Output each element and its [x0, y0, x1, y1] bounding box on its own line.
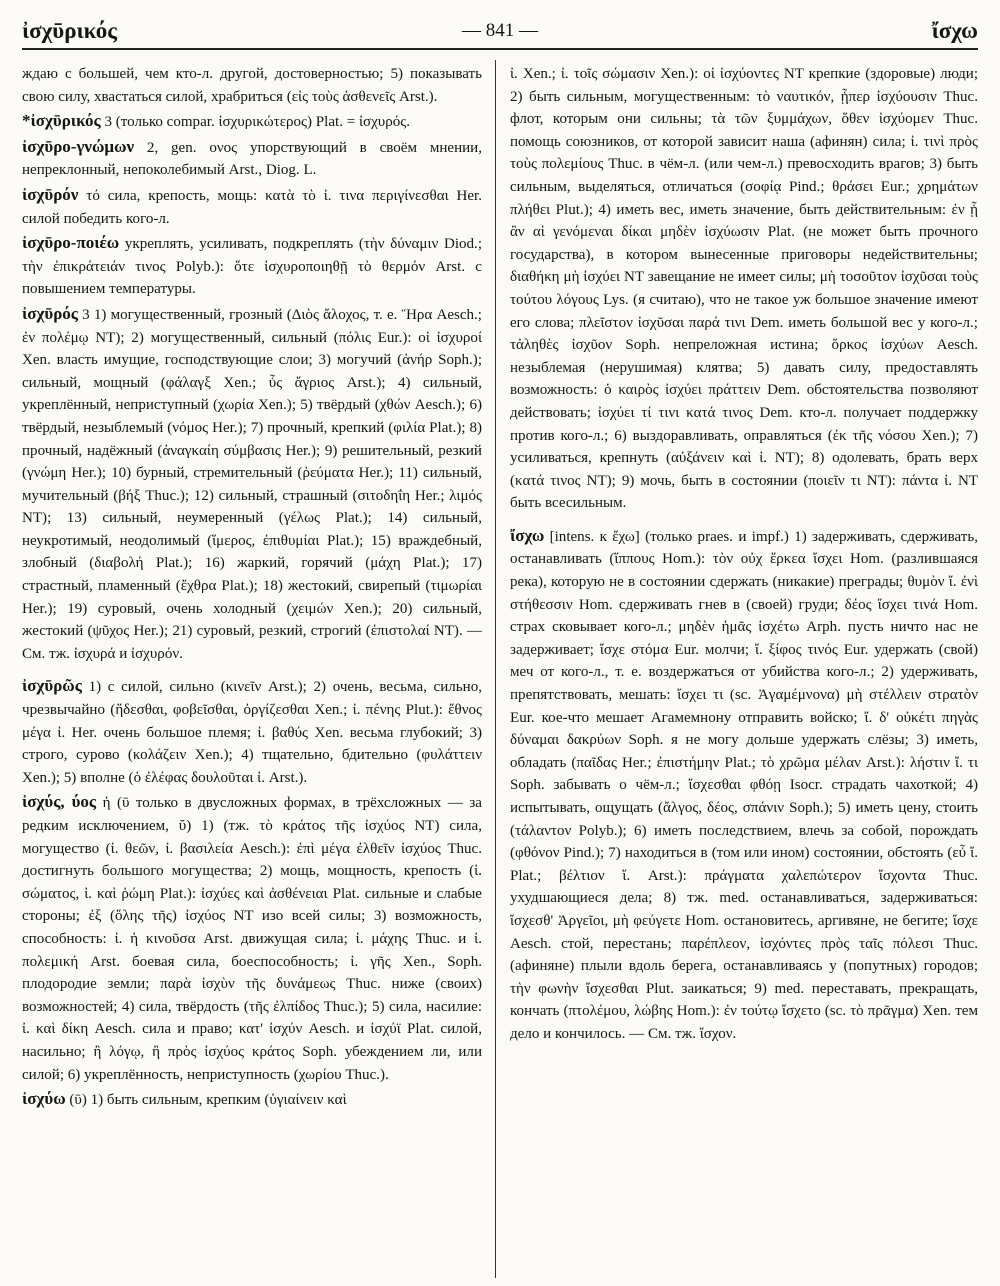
entry-text: укреплять, усиливать, подкреплять (τὴν δύναμιν Diod.; τὴν ἐπικράτειάν τινος Polyb.): ὅτε ἰσχυροποιηθῇ τὸ θερμόν Arst. с повышением температуры. [22, 236, 482, 298]
entry-headword: ἴσχω [510, 525, 545, 545]
entry-headword: ἰσχῡρόν [22, 184, 79, 204]
entry [22, 62, 482, 108]
entry-text: 1) с силой, сильно (κινεῖν Arst.); 2) очень, весьма, сильно, чрезвычайно (ἥδεσθαι, φοβεῖσθαι, ὀργίζεσθαι Xen.; ἰ. πένης Plut.): ἔθνος μέγα ἰ. Her. очень большое племя; ἰ. βαθύς Xen. весьма глубокий; 3) строго, сурово (κολάζειν Xen.); 4) тщательно, бдительно (φυλάττειν Xen.); 5) вполне (ὁ ἐλέφας δουλοῦται ἰ. Arst.). [22, 679, 482, 786]
entry [510, 525, 978, 1046]
entry [22, 232, 482, 301]
running-header [22, 10, 978, 50]
entry [22, 136, 482, 182]
entry-text: 2, gen. ονος упорствующий в своём мнении, непреклонный, непоколебимый Arst., Diog. L. [22, 139, 482, 179]
entry [22, 675, 482, 789]
entry-text: 3 1) могущественный, грозный (Διὸς ἄλοχος, т. е. Ἥρα Aesch.; ἐν πολέμῳ NT); 2) могущественный, сильный (πόλις Eur.): οἱ ἰσχυροί Xen. власть имущие, господствующие слои; 3) могучий (ἀνήρ Soph.); сильный, мощный (φάλαγξ Xen.; ὗς ἄγριος Arst.); 4) сильный, укреплённый, неприступный (χωρία Xen.); 5) твёрдый (χθών Aesch.); 6) твёрдый, незыблемый (νόμος Her.); 7) прочный, крепкий (φιλία Plat.); 8) прочный, надёжный (ἀναγκαίη σύμβασις Her.); 9) решительный, резкий (γνώμη Her.); 10) бурный, стремительный (ῥεύματα Her.); 11) сильный, мучительный (βήξ Thuc.); 12) сильный, страшный (σιτοδηΐη Her.; λιμός NT); 13) сильный, неумеренный (γέλως Plat.); 14) сильный, неукротимый, неодолимый (ἵμερος, ἐπιθυμίαι Plat.); 15) враждебный, злобный (διαβολή Plat.); 16) жаркий, горячий (μάχη Plat.); 17) страстный, пламенный (ἔχθρα Plat.); 18) жестокий, свирепый (τιμωρίαι Her.); 19) суровый, очень холодный (χειμών Xen.); 20) сильный, жестокий (ψῦχος Her.); 21) суровый, резкий, строгий (ἐπιστολαί NT). — См. тж. ἰσχυρά и ἰσχυρόν. [22, 306, 482, 662]
entry-text: (ῡ) 1) быть сильным, крепким (ὑγιαίνειν καὶ [69, 1092, 347, 1109]
entry [22, 110, 482, 134]
entry-headword: ἰσχῡρός [22, 303, 78, 323]
entry [22, 791, 482, 1086]
entry-text: ждаю с большей, чем кто-л. другой, достоверностью; 5) показывать свою силу, хвастаться силой, храбриться (εἰς τοὺς ἀσθενεῖς Arst.). [22, 66, 482, 105]
entry-headword: ἰσχῡρο-ποιέω [22, 233, 120, 253]
header-right-headword: ἴσχω [931, 18, 978, 43]
entry-text: 3 (только compar. ἰσχυρικώτερος) Plat. = ἰσχυρός. [104, 114, 411, 131]
entry-text: ἰ. Xen.; ἰ. τοῖς σώμασιν Xen.): οἱ ἰσχύοντες NT крепкие (здоровые) люди; 2) быть сильным, могущественным: τὸ ναυτικόν, ᾗπερ ἰσχύουσιν Thuc. флот, которым они сильны; τὰ τῶν ξυμμάχων, ὅθεν ἰσχύομεν Thuc. помощь союзников, от которой зависит наша (афинян) сила; ἰ. τινὶ πρὸς τοὺς πολεμίους Thuc. в чём-л. (или чем-л.) превосходить врагов; 3) быть сильным, выделяться, отличаться (σοφίᾳ Pind.; θράσει Eur.; χρημάτων πλήθει Plut.); 4) иметь вес, иметь значение, быть действительным: ἐν ᾗ ἂν αἱ γενόμεναι δίκαι μηδὲν ἰσχύωσιν Plat. (не может быть прочного государства), в котором вынесенные приговоры недействительны; διαθήκη μὴ ἰσχύει NT завещание не имеет силы; μὴ τοσοῦτον ἰσχῦσαι τοὺς τούτου λόγους Lys. (я считаю), что не такое уж большое значение имеют его слова; πλεῖστον ἰσχῦσαι παρά τινι Dem. иметь большой вес у кого-л.; τἀληθὲς ἰσχῦον Soph. непреложная истина; ὅρκος ἰσχύων Aesch. незыблемая (нерушимая) клятва; 5) давать силу, предоставлять возможность: ὁ καιρὸς ἰσχύει πράττειν Dem. обстоятельства позволяют действовать; ἰσχύει τί τινι κατά τινος Dem. кто-л. получает поддержку против кого-л.; 6) выздоравливать, оправляться (ἐκ τῆς νόσου Xen.); 7) усиливаться, крепнуть (αὐξάνειν καὶ ἰ. NT); 8) одолевать, брать верх (κατά τινος NT); 9) мочь, быть в состоянии (ποιεῖν τι NT): πάντα ἰ. NT быть всесильным. [510, 66, 978, 512]
entry [22, 303, 482, 666]
entry-headword: ἰσχῡρο-γνώμων [22, 136, 135, 156]
column-divider [495, 60, 496, 1278]
entry [22, 184, 482, 230]
left-column [22, 62, 482, 1278]
entry-headword: ἰσχῡρῶς [22, 676, 82, 696]
entry-headword: *ἰσχῡρικός [22, 111, 101, 131]
entry-headword: ἰσχύω [22, 1089, 66, 1109]
entry-headword: ἰσχύς, ύος [22, 792, 97, 812]
page-number: — 841 — [462, 20, 538, 41]
entry-text: ἡ (ῡ только в двусложных формах, в трёхсложных — за редким исключением, ῠ) 1) (тж. τὸ κράτος τῆς ἰσχύος NT) сила, могущество (ἰ. θεῶν, ἰ. βασιλεία Aesch.): ἐπὶ μέγα ἐλθεῖν ἰσχύος Thuc. достигнуть большого могущества; 2) мощь, мощность, крепость (ἰ. σώματος, ἰ. καὶ ῥώμη Plat.): ἰσχύες καὶ ἀσθένειαι Plat. сильные и слабые стороны; ἐξ (ὅλης τῆς) ἰσχύος NT изо всей силы; 3) возможность, способность: ἰ. ἡ κινοῦσα Arst. движущая сила; ἰ. μάχης Thuc. и ἰ. πολεμική Arst. боевая сила, боеспособность; ἰ. γῆς Xen., Soph. плодородие земли; παρὰ ἰσχὺν τῆς δυνάμεως Thuc. ниже (своих) возможностей; 4) сила, твёрдость (τῆς ἐλπίδος Thuc.); 5) сила, насилие: ἰ. καὶ δίκη Aesch. сила и право; κατ' ἰσχύν Aesch. и ἰσχύϊ Plat. силой, насильно; ἢ λόγῳ, ἢ πρὸς ἰσχύος κράτος Soph. убеждением ли, или силой; 6) укреплённость, неприступность (χωρίου Thuc.). [22, 795, 482, 1083]
entry-text: [intens. к ἔχω] (только praes. и impf.) 1) задерживать, сдерживать, останавливать (ἵππους Hom.): τὸν οὐχ ἕρκεα ἴσχει Hom. (разлившаяся река), которую не в состоянии сдержать (никакие) преграды; θυμὸν ἴ. ἐνὶ στήθεσσιν Hom. сдерживать гнев в (своей) груди; δέος ἴσχει τινά Hom. страх сковывает кого-л.; μηδὲν ἡμᾶς ἰσχέτω Arph. пусть ничто нас не задерживает; ἴσχε στόμα Eur. молчи; ἴ. ξίφος τινός Eur. удержать (свой) меч от кого-л., т. е. воздержаться от убийства кого-л.; 2) удерживать, препятствовать, мешать: ἴσχει τι (sc. Ἀγαμέμνονα) μὴ στέλλειν στρατὸν Eur. кое-что мешает Агамемнону отправить войско; ἴ. δ' οὐκέτι πηγὰς δύναμαι δακρύων Soph. я не могу дольше удержать слёзы; 3) иметь, обладать (παῖδας Her.; ἐπιστήμην Plat.; τὸ χρῶμα μέλαν Arst.): λήστιν ἴ. τι Soph. забывать о чём-л.; ἴσχεσθαι φθόῃ Isocr. страдать чахоткой; 4) испытывать, ощущать (ἄλγος, δέος, σπάνιν Soph.); 5) иметь цену, стоить (τάλαντον Polyb.); 6) иметь последствием, влечь за собой, порождать (φθόνον Pind.); 7) находиться в (том или ином) состоянии, обстоять (εὖ ἴ. Plat.; βέλτιον ἴ. Arst.): πράγματα χαλεπώτερον ἴσχοντα Thuc. ухудшающиеся дела; 8) тж. med. останавливаться, задерживаться: ἴσχεσθ' Ἀργεῖοι, μὴ φεύγετε Hom. остановитесь, аргивяне, не бегите; ἴσχε Aesch. стой, перестань; παρέπλεον, ἰσχόντες πρὸς ταῖς πόλεσι Thuc. (афиняне) плыли вдоль берега, останавливаясь у (попутных) городов; τὴν φωνὴν ἴσχεσθαι Plut. заикаться; 9) med. переставать, прекращать, кончать (πτολέμου, λώβης Hom.): ἐν τούτῳ ἴσχετο (sc. τὸ πρᾶγμα) Xen. тем дело и кончилось. — См. тж. ἴσχον. [510, 528, 978, 1042]
entry-text: τό сила, крепость, мощь: κατὰ τὸ ἰ. τινα περιγίνεσθαι Her. силой победить кого-л. [22, 187, 482, 227]
entry [510, 62, 978, 515]
header-left-headword: ἰσχῡρικός [22, 18, 117, 43]
right-column [510, 62, 978, 1278]
entry [22, 1088, 482, 1112]
